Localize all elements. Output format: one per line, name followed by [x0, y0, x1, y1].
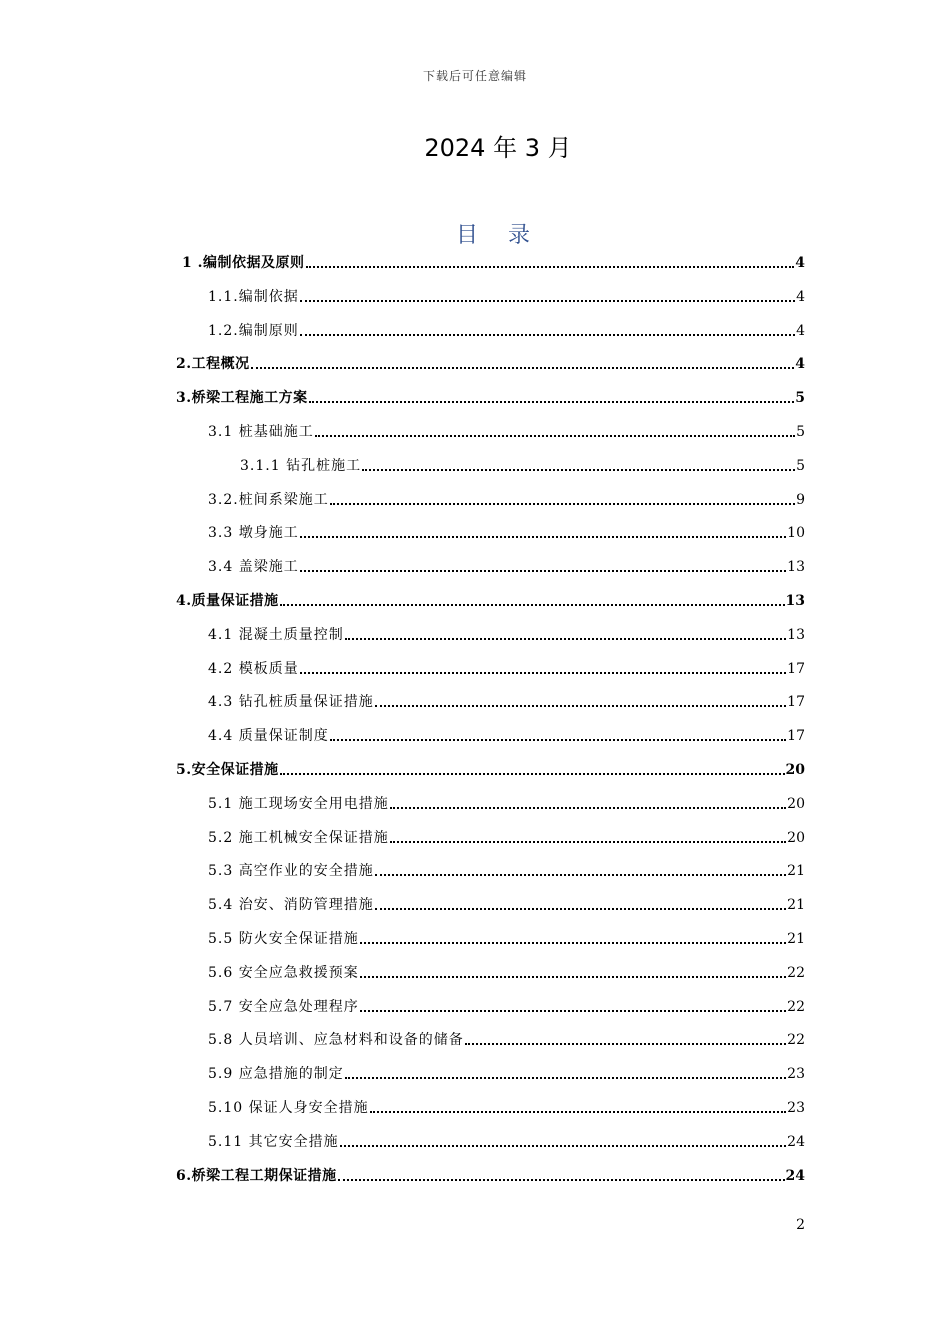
toc-entry-page: 22	[787, 1032, 805, 1049]
toc-entry[interactable]	[208, 487, 805, 509]
toc-entry-label: 5.9 应急措施的制定	[208, 1066, 344, 1083]
toc-leader-dots	[390, 841, 786, 843]
toc-entry-label: 3.4 盖梁施工	[208, 559, 299, 576]
toc-entry-page: 23	[787, 1066, 805, 1083]
toc-entry-label: 3.3 墩身施工	[208, 525, 299, 542]
toc-leader-dots	[300, 536, 786, 538]
toc-entry[interactable]	[208, 1027, 805, 1049]
toc-entry-label: 1.1.编制依据	[208, 288, 299, 305]
toc-entry-label: 5.3 高空作业的安全措施	[208, 863, 374, 880]
toc-leader-dots	[300, 334, 795, 336]
toc-leader-dots	[300, 300, 795, 302]
toc-entry-label: 5.5 防火安全保证措施	[208, 931, 359, 947]
toc-entry-page: 24	[787, 1133, 805, 1150]
toc-leader-dots	[280, 604, 785, 606]
toc-leader-dots	[375, 705, 786, 707]
toc-leader-dots	[370, 1111, 787, 1113]
toc-entry-page: 13	[785, 593, 805, 609]
toc-leader-dots	[306, 266, 795, 268]
toc-leader-dots	[345, 1077, 786, 1079]
toc-leader-dots	[330, 503, 795, 505]
toc-entry-label: 4.2 模板质量	[208, 660, 299, 677]
toc-entry-page: 21	[787, 897, 805, 914]
toc-entry[interactable]	[176, 351, 805, 373]
toc-entry-label: 5.安全保证措施	[176, 762, 279, 778]
toc-entry[interactable]	[176, 1163, 805, 1185]
toc-entry[interactable]	[208, 656, 805, 678]
toc-entry-page: 22	[787, 964, 805, 981]
toc-leader-dots	[465, 1043, 786, 1045]
toc-entry-page: 4	[796, 288, 805, 305]
toc-leader-dots	[345, 638, 786, 640]
toc-entry[interactable]	[208, 960, 805, 982]
toc-entry[interactable]	[208, 892, 805, 914]
toc-entry-page: 23	[787, 1100, 805, 1116]
toc-entry-page: 5	[796, 424, 805, 440]
page-header: 下载后可任意编辑	[422, 69, 527, 83]
toc-entry[interactable]	[208, 1129, 805, 1151]
toc-entry[interactable]	[208, 318, 805, 340]
toc-entry[interactable]	[176, 757, 805, 779]
toc-entry[interactable]	[208, 723, 805, 745]
toc-entry-label: 4.质量保证措施	[176, 593, 279, 609]
toc-entry-label: 3.桥梁工程施工方案	[176, 390, 308, 407]
toc-entry-label: 3.2.桩间系梁施工	[208, 491, 329, 508]
toc-leader-dots	[360, 976, 786, 978]
toc-entry-page: 20	[785, 762, 805, 778]
page-number: 2	[796, 1217, 805, 1233]
toc-entry-page: 9	[796, 491, 805, 508]
toc-entry[interactable]	[208, 419, 805, 441]
toc-leader-dots	[309, 401, 795, 403]
toc-entry-page: 13	[787, 626, 805, 643]
toc-entry-label: 4.4 质量保证制度	[208, 728, 329, 745]
toc-entry[interactable]	[208, 1061, 805, 1083]
toc-leader-dots	[338, 1179, 785, 1181]
toc-entry-page: 4	[795, 356, 805, 373]
toc-leader-dots	[300, 570, 786, 572]
toc-entry-page: 10	[787, 525, 805, 542]
toc-leader-dots	[375, 908, 786, 910]
toc-entry-page: 4	[795, 255, 805, 271]
toc-entry[interactable]	[182, 250, 805, 272]
toc-entry[interactable]	[208, 520, 805, 542]
toc-entry-page: 13	[787, 559, 805, 576]
toc-entry-label: 2.工程概况	[176, 356, 250, 373]
toc-entry[interactable]	[208, 554, 805, 576]
toc-entry-label: 5.10 保证人身安全措施	[208, 1100, 369, 1116]
toc-leader-dots	[330, 739, 786, 741]
toc-entry-label: 5.1 施工现场安全用电措施	[208, 795, 389, 812]
toc-entry[interactable]	[176, 588, 805, 610]
toc-entry[interactable]	[208, 1095, 805, 1117]
toc-entry-page: 5	[796, 457, 805, 474]
toc-entry[interactable]	[208, 622, 805, 644]
toc-entry[interactable]	[208, 689, 805, 711]
toc-leader-dots	[251, 367, 795, 369]
date-title: 2024 年 3 月	[424, 134, 572, 162]
toc-entry-page: 17	[787, 728, 805, 745]
toc-entry-page: 17	[787, 660, 805, 677]
toc-entry-label: 5.7 安全应急处理程序	[208, 998, 359, 1015]
toc-entry-label: 5.2 施工机械安全保证措施	[208, 829, 389, 846]
toc-entry-page: 20	[787, 829, 805, 846]
toc-entry-label: 4.3 钻孔桩质量保证措施	[208, 694, 374, 711]
toc-leader-dots	[375, 874, 786, 876]
toc-entry-page: 22	[787, 998, 805, 1015]
toc-leader-dots	[390, 807, 786, 809]
toc-entry[interactable]	[240, 453, 805, 475]
toc-entry[interactable]	[208, 791, 805, 813]
toc-leader-dots	[300, 672, 786, 674]
toc-title: 目录	[455, 223, 560, 248]
toc-entry-page: 21	[787, 931, 805, 947]
toc-entry-label: 6.桥梁工程工期保证措施	[176, 1167, 337, 1184]
toc-entry-page: 20	[787, 795, 805, 812]
toc-entry-label: 3.1 桩基础施工	[208, 424, 314, 440]
toc-leader-dots	[315, 435, 795, 437]
toc-entry-page: 21	[787, 863, 805, 880]
toc-leader-dots	[360, 942, 786, 944]
toc-entry[interactable]	[208, 858, 805, 880]
toc-entry[interactable]	[208, 284, 805, 306]
toc-entry-label: 5.6 安全应急救援预案	[208, 964, 359, 981]
toc-entry-label: 4.1 混凝土质量控制	[208, 626, 344, 643]
toc-entry-label: 1.2.编制原则	[208, 322, 299, 339]
toc-entry-label: 1 .编制依据及原则	[182, 255, 305, 271]
toc-entry-label: 5.8 人员培训、应急材料和设备的储备	[208, 1032, 464, 1049]
toc-entry[interactable]	[208, 926, 805, 948]
toc-entry-label: 5.11 其它安全措施	[208, 1133, 339, 1150]
toc-entry-page: 4	[796, 322, 805, 339]
toc-leader-dots	[280, 773, 785, 775]
toc-entry-label: 3.1.1 钻孔桩施工	[240, 457, 362, 474]
toc-leader-dots	[362, 469, 795, 471]
toc-leader-dots	[360, 1010, 786, 1012]
toc-entry-page: 5	[795, 390, 805, 407]
toc-leader-dots	[340, 1145, 787, 1147]
toc-entry[interactable]	[176, 385, 805, 407]
toc-entry-page: 17	[787, 694, 805, 711]
toc-entry[interactable]	[208, 825, 805, 847]
toc-entry-label: 5.4 治安、消防管理措施	[208, 897, 374, 914]
toc-entry-page: 24	[785, 1167, 805, 1184]
toc-entry[interactable]	[208, 994, 805, 1016]
